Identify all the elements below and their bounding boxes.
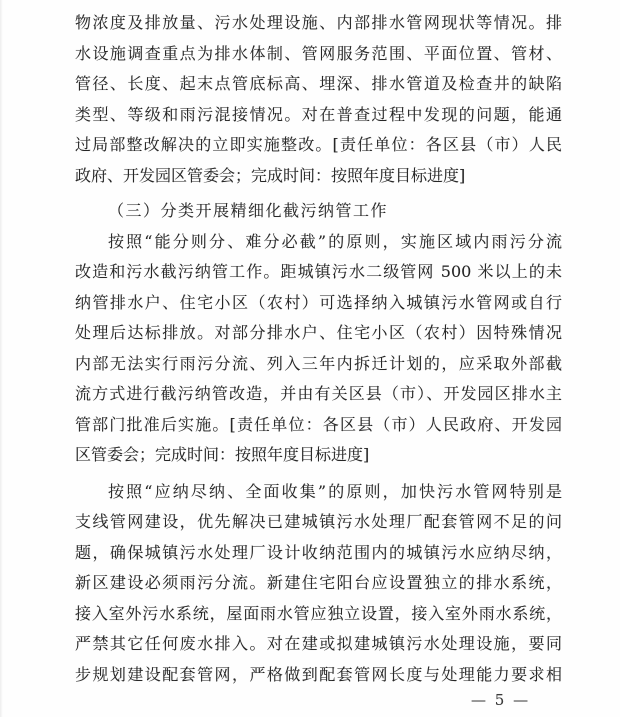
text-line: 题，确保城镇污水处理厂设计收纳范围内的城镇污水应纳尽纳， (75, 542, 562, 562)
text-line: 支线管网建设，优先解决已建城镇污水处理厂配套管网不足的问 (75, 512, 562, 531)
text-line: 严禁其它任何废水排入。对在建或拟建城镇污水处理设施，要同 (75, 634, 562, 653)
text-line: 管部门批准后实施。[责任单位：各区县（市）人民政府、开发园 (75, 414, 562, 434)
text-line: 流方式进行截污纳管改造，并由有关区县（市）、开发园区排水主 (75, 384, 562, 403)
page-number: — 5 — (471, 691, 531, 709)
text-line: 过局部整改解决的立即实施整改。[责任单位：各区县（市）人民 (75, 135, 562, 154)
text-line: 按照“应纳尽纳、全面收集”的原则，加快污水管网特别是 (108, 481, 562, 501)
text-line: 纳管排水户、住宅小区（农村）可选择纳入城镇污水管网或自行 (75, 292, 562, 312)
text-line: 内部无法实行雨污分流、列入三年内拆迁计划的，应采取外部截 (75, 353, 562, 373)
text-line: 处理后达标排放。对部分排水户、住宅小区（农村）因特殊情况 (75, 323, 562, 342)
text-line: 类型、等级和雨污混接情况。对在普查过程中发现的问题，能通 (75, 104, 562, 124)
text-line: 管径、长度、起末点管底标高、埋深、排水管道及检查井的缺陷 (75, 74, 562, 93)
text-line: 改造和污水截污纳管工作。距城镇污水二级管网 500 米以上的未 (75, 262, 562, 281)
text-line: 按照“能分则分、难分必截”的原则，实施区域内雨污分流 (108, 231, 562, 251)
text-line: 接入室外污水系统，屋面雨水管应独立设置，接入室外雨水系统， (75, 603, 562, 623)
text-line: 步规划建设配套管网，严格做到配套管网长度与处理能力要求相 (75, 664, 562, 684)
text-line: 物浓度及排放量、污水处理设施、内部排水管网现状等情况。排 (75, 13, 562, 32)
text-line: 新区建设必须雨污分流。新建住宅阳台应设置独立的排水系统， (75, 573, 562, 592)
text-line: 水设施调查重点为排水体制、管网服务范围、平面位置、管材、 (75, 43, 562, 63)
section-heading: （三）分类开展精细化截污纳管工作 (108, 201, 389, 220)
text-line: 政府、开发园区管委会；完成时间：按照年度目标进度] (75, 165, 466, 185)
text-line: 区管委会；完成时间：按照年度目标进度] (75, 445, 370, 464)
document-body (75, 8, 562, 690)
